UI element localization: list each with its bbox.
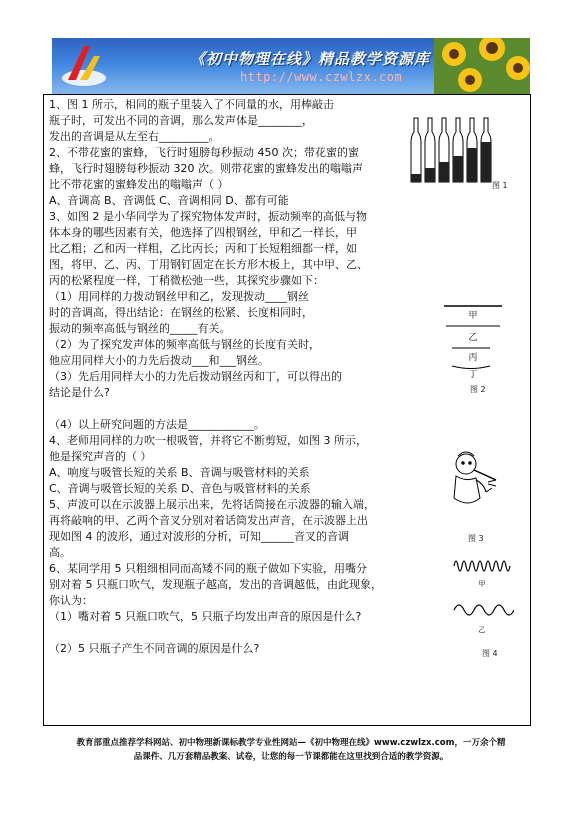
text-line: 结论是什么?: [49, 386, 110, 399]
text-line: （2）5 只瓶子产生不同音调的原因是什么?: [49, 642, 260, 655]
wire-label: 甲: [468, 311, 478, 321]
text-line: （1）用同样的力拨动钢丝甲和乙，发现拨动____钢丝: [49, 290, 309, 303]
footer-line: 教育部重点推荐学科网站、初中物理新课标教学专业性网站—《初中物理在线》www.czwlzx.com，一万余个精: [76, 738, 506, 748]
text-line: 体本身的哪些因素有关，他选择了四根钢丝，甲和乙一样长，甲: [49, 226, 357, 239]
text-line: 瓶子时，可发出不同的音调，那么发声体是________，: [49, 114, 313, 127]
site-logo: [54, 38, 112, 94]
text-line: （3）先后用同样大小的力先后拨动钢丝丙和丁，可以得出的: [49, 370, 342, 383]
text-line: （1）嘴对着 5 只瓶口吹气，5 只瓶子均发出声音的原因是什么?: [49, 610, 362, 623]
text-line: 别对着 5 只瓶口吹气，发现瓶子越高，发出的音调越低，由此现象，: [49, 578, 382, 591]
answer-space: [49, 625, 419, 641]
wire-label: 丙: [468, 353, 478, 363]
figure-2-caption: 图 2: [470, 385, 486, 394]
figure-2-wires: [438, 296, 508, 378]
text-line: 时的音调高，得出结论：在钢丝的松紧、长度相同时，: [49, 306, 313, 319]
figure-1-caption: 图 1: [492, 181, 508, 190]
text-line: （4）以上研究问题的方法是____________。: [49, 418, 265, 431]
text-line: 再将敲响的甲、乙两个音叉分别对着话筒发出声音，在示波器上出: [49, 514, 368, 527]
text-line: 1、图 1 所示，相同的瓶子里装入了不同量的水，用棒敲击: [49, 98, 334, 111]
text-line: 比乙粗；乙和丙一样粗，乙比丙长；丙和丁长短粗细都一样，如: [49, 242, 357, 255]
text-line: 图，将甲、乙、丙、丁用钢钉固定在长方形木板上，其中甲、乙、: [49, 258, 368, 271]
page-footer: [46, 736, 536, 764]
text-line: 他是探究声音的（ ）: [49, 450, 152, 463]
text-line: 他应用同样大小的力先后拨动___和___钢丝。: [49, 354, 269, 367]
text-line: 2、不带花蜜的蜜蜂，飞行时翅膀每秒振动 450 次；带花蜜的蜜: [49, 146, 359, 159]
text-line: 现如图 4 的波形，通过对波形的分析，可知______音叉的音调: [49, 530, 349, 543]
text-line: （2）为了探究发声体的频率高低与钢丝的长度有关时，: [49, 338, 320, 351]
wire-label: 丁: [468, 370, 478, 378]
figure-3-caption: 图 3: [468, 534, 484, 543]
text-line: A、音调高 B、音调低 C、音调相同 D、都有可能: [49, 194, 289, 207]
text-line: 4、老师用同样的力吹一根吸管，并将它不断剪短，如图 3 所示，: [49, 434, 367, 447]
text-line: 丙的松紧程度一样，丁稍微松弛一些，其探究步骤如下：: [49, 274, 324, 287]
wave-label: 乙: [478, 626, 486, 634]
text-line: 3、如图 2 是小华同学为了探究物体发声时，振动频率的高低与物: [49, 210, 367, 223]
text-line: 你认为：: [49, 594, 93, 607]
figure-4-caption: 图 4: [482, 649, 498, 658]
footer-line: 品课件、几万套精品教案、试卷，让您的每一节课都能在这里找到合适的教学资源。: [133, 752, 449, 762]
header-banner: [52, 38, 530, 94]
wave-label: 甲: [478, 580, 486, 588]
text-line: 发出的音调是从左至右_________。: [49, 130, 220, 143]
text-line: 6、某同学用 5 只粗细相同而高矮不同的瓶子做如下实验，用嘴分: [49, 562, 367, 575]
figure-4-waveforms: [452, 552, 514, 644]
banner-url: http://www.czwlzx.com: [240, 70, 403, 84]
text-line: 蜂，飞行时翅膀每秒振动 320 次。则带花蜜的蜜蜂发出的嗡嗡声: [49, 162, 363, 175]
banner-title: 《初中物理在线》精品教学资源库: [190, 50, 431, 68]
figure-3-straw: [436, 446, 510, 518]
text-line: 高。: [49, 546, 71, 559]
worksheet-content: [49, 97, 419, 657]
wire-label: 乙: [468, 333, 478, 343]
answer-space: [49, 401, 419, 417]
text-line: C、音调与吸管长短的关系 D、音色与吸管材料的关系: [49, 482, 311, 495]
text-line: 5、声波可以在示波器上展示出来，先将话筒接在示波器的输入端，: [49, 498, 375, 511]
text-line: A、响度与吸管长短的关系 B、音调与吸管材料的关系: [49, 466, 310, 479]
sunflower-decoration: [434, 38, 530, 94]
text-line: 振动的频率高低与钢丝的_____有关。: [49, 322, 231, 335]
text-line: 比不带花蜜的蜜蜂发出的嗡嗡声（ ）: [49, 178, 229, 191]
